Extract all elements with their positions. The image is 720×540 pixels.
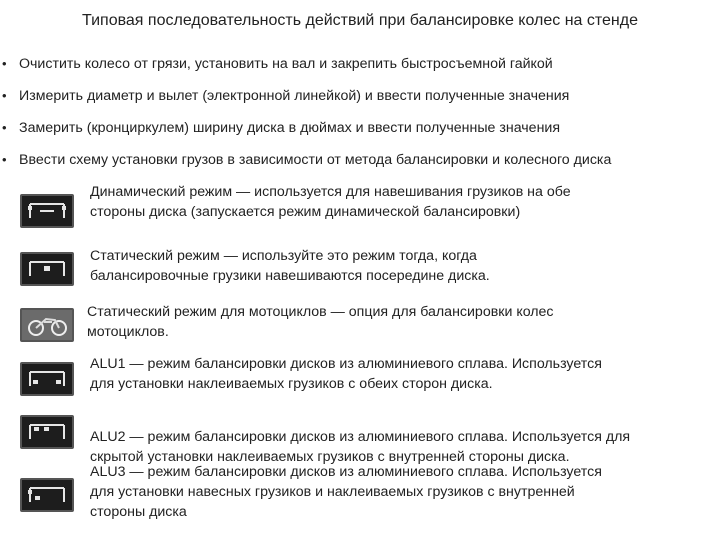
mode-description: ALU1 — режим балансировки дисков из алюминиевого сплава. Используется для установки наклеиваемых грузиков с обеих сторон диска. xyxy=(90,356,602,392)
bullet-icon: • xyxy=(2,152,7,167)
page-title: Типовая последовательность действий при балансировке колес на стенде xyxy=(82,12,638,29)
alu1-mode-icon xyxy=(20,362,74,396)
alu2-mode-icon xyxy=(20,415,74,449)
mode-description: Динамический режим — используется для навешивания грузиков на обе стороны диска (запускается режим динамической балансировки) xyxy=(90,184,571,220)
mode-description: ALU3 — режим балансировки дисков из алюминиевого сплава. Используется для установки навесных грузиков и наклеиваемых грузиков с внутренней стороны диска xyxy=(90,464,602,520)
step-text: Измерить диаметр и вылет (электронной линейкой) и ввести полученные значения xyxy=(19,88,570,104)
bullet-icon: • xyxy=(2,88,7,103)
step-text: Очистить колесо от грязи, установить на вал и закрепить быстросъемной гайкой xyxy=(19,56,553,72)
alu3-mode-icon xyxy=(20,478,74,512)
mode-description: Статический режим — используйте это режим тогда, когда балансировочные грузики навешиваются посередине диска. xyxy=(90,248,490,284)
static-mode-icon xyxy=(20,252,74,286)
dynamic-mode-icon xyxy=(20,194,74,228)
bullet-icon: • xyxy=(2,56,7,71)
mode-description: ALU2 — режим балансировки дисков из алюминиевого сплава. Используется для скрытой установки наклеиваемых грузиков с внутренней стороны диска. xyxy=(90,429,631,465)
mode-description: Статический режим для мотоциклов — опция для балансировки колес мотоциклов. xyxy=(87,304,554,340)
step-text: Замерить (кронциркулем) ширину диска в дюймах и ввести полученные значения xyxy=(19,120,561,136)
step-text: Ввести схему установки грузов в зависимости от метода балансировки и колесного диска xyxy=(19,152,612,168)
bullet-icon: • xyxy=(2,120,7,135)
motorcycle-mode-icon xyxy=(20,308,74,342)
